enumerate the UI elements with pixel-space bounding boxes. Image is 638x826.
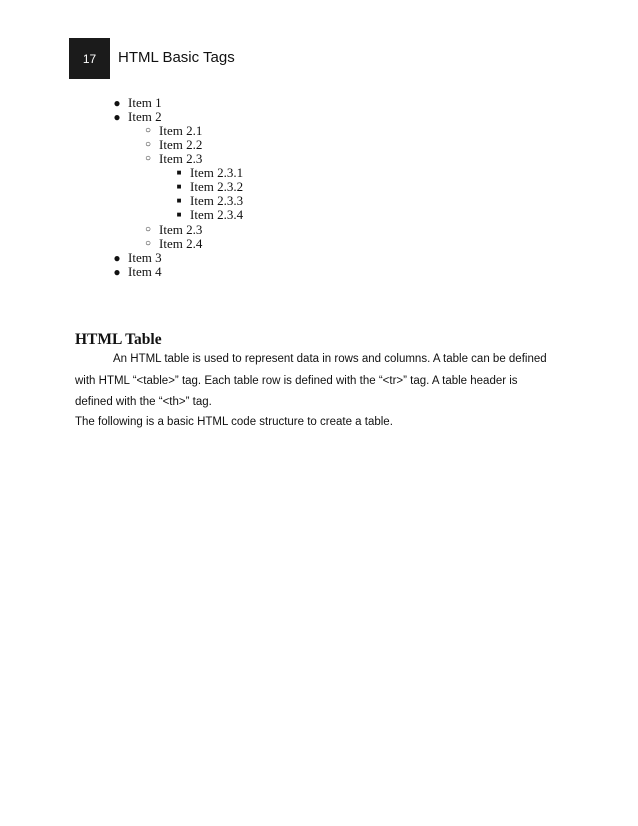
- paragraph-line: defined with the “<th>” tag.: [75, 396, 212, 408]
- running-header-title: HTML Basic Tags: [118, 49, 235, 66]
- paragraph-line: with HTML “<table>” tag. Each table row is defined with the “<tr>” tag. A table header is: [75, 375, 518, 387]
- disc-bullet-icon: ●: [113, 251, 121, 265]
- circle-bullet-icon: ○: [144, 238, 152, 249]
- paragraph: The following is a basic HTML code structure to create a table.: [75, 416, 393, 428]
- circle-bullet-icon: ○: [144, 125, 152, 136]
- page-number: 17: [82, 51, 97, 66]
- disc-bullet-icon: ●: [113, 265, 121, 279]
- page-number-badge: [69, 38, 110, 79]
- square-bullet-icon: ■: [176, 196, 182, 205]
- circle-bullet-icon: ○: [144, 224, 152, 235]
- square-bullet-icon: ■: [176, 210, 182, 219]
- square-bullet-icon: ■: [176, 168, 182, 177]
- circle-bullet-icon: ○: [144, 153, 152, 164]
- section-heading: HTML Table: [75, 331, 162, 348]
- paragraph-line: An HTML table is used to represent data in rows and columns. A table can be defined: [113, 353, 547, 365]
- disc-bullet-icon: ●: [113, 96, 121, 110]
- square-bullet-icon: ■: [176, 182, 182, 191]
- circle-bullet-icon: ○: [144, 139, 152, 150]
- disc-bullet-icon: ●: [113, 110, 121, 124]
